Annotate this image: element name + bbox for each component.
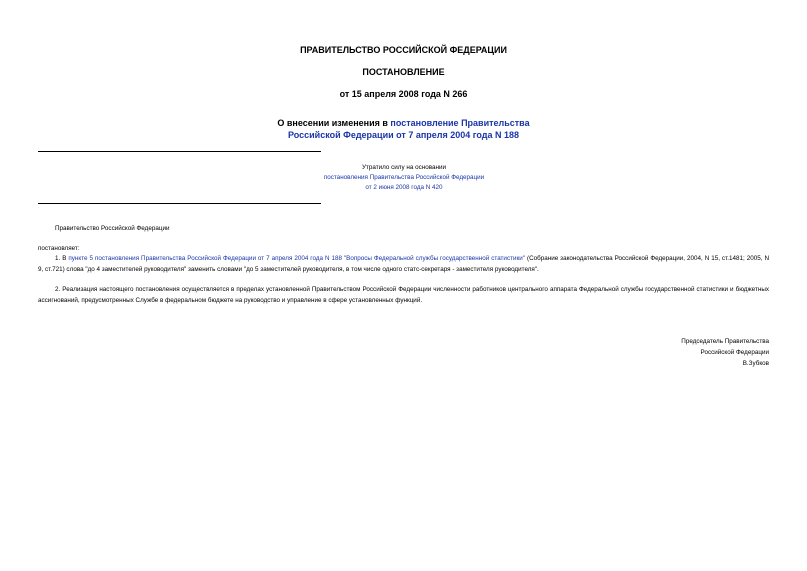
document-date: от 15 апреля 2008 года N 266 bbox=[339, 89, 468, 99]
subject-link-line2[interactable]: Российской Федерации от 7 апреля 2004 года N 188 bbox=[287, 130, 520, 140]
resolves-word: постановляет: bbox=[38, 245, 80, 252]
government-title: ПРАВИТЕЛЬСТВО РОССИЙСКОЙ ФЕДЕРАЦИИ bbox=[300, 45, 507, 55]
document-subject bbox=[0, 117, 807, 141]
paragraph-1 bbox=[38, 253, 769, 275]
document-type: ПОСТАНОВЛЕНИЕ bbox=[362, 67, 445, 77]
divider-bottom bbox=[38, 203, 321, 204]
signature-org: Российской Федерации bbox=[700, 349, 769, 356]
signature-block bbox=[560, 336, 769, 369]
subject-prefix: О внесении изменения в bbox=[277, 118, 391, 128]
divider-top bbox=[38, 151, 321, 152]
signature-position: Председатель Правительства bbox=[681, 338, 769, 345]
signature-name: В.Зубков bbox=[742, 360, 769, 367]
void-notice-link-line1[interactable]: постановления Правительства Российской Федерации bbox=[323, 174, 485, 181]
paragraph-1-suffix: (Собрание законодательства Российской Федерации, 2004, N 15, ст.1481; 2005, N 9, ст.721) слова "до 4 заместителей руководителя" заменить словами "до 5 заместителей руководителя, в том числе одного статс-секретаря - заместителя руководителя". bbox=[38, 255, 769, 273]
void-notice-text: Утратило силу на основании bbox=[361, 164, 447, 171]
paragraph-1-prefix: 1. В bbox=[55, 255, 69, 262]
issuer-name: Правительство Российской Федерации bbox=[55, 225, 170, 232]
paragraph-2: 2. Реализация настоящего постановления осуществляется в пределах установленной Правительством Российской Федерации численности работников центрального аппарата Федеральной службы государственной статистики и бюджетных ассигнований, предусмотренных Службе в федеральном бюджете на руководство и управление в сфере установленных функций. bbox=[38, 286, 769, 304]
subject-link-line1[interactable]: постановление Правительства bbox=[390, 118, 530, 128]
void-notice bbox=[300, 163, 508, 193]
paragraph-1-link[interactable]: пункте 5 постановления Правительства Российской Федерации от 7 апреля 2004 года N 188 "Вопросы Федеральной службы государственной статистики" bbox=[68, 255, 526, 262]
void-notice-link-line2[interactable]: от 2 июня 2008 года N 420 bbox=[365, 184, 443, 191]
